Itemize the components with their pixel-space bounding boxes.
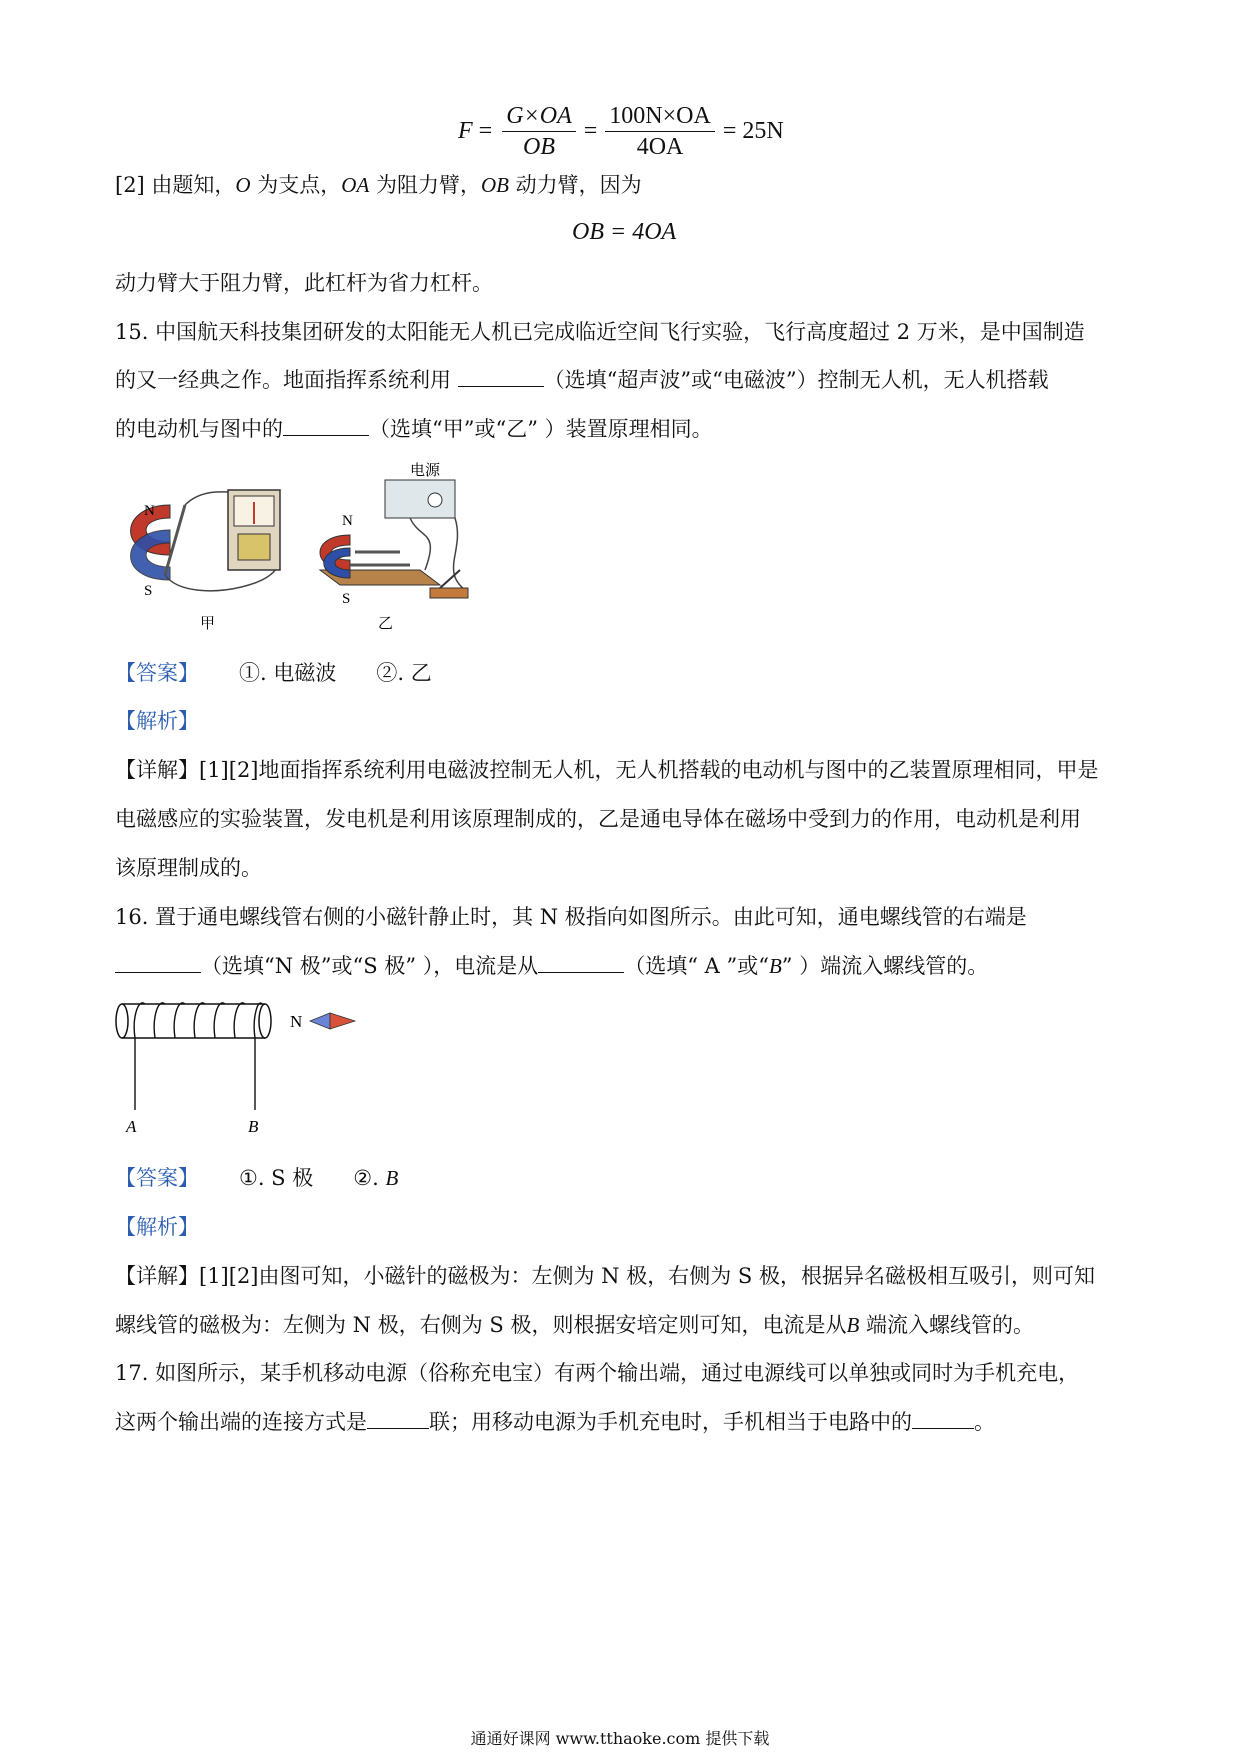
q15-detail-1	[115, 755, 1099, 785]
terminal-a-label: A	[126, 1117, 137, 1136]
q16-solenoid-figure	[110, 998, 380, 1148]
q15-answer-1: ①. 电磁波	[239, 661, 337, 685]
q15-detail-3: 该原理制成的。	[115, 856, 262, 880]
fraction-2	[605, 101, 715, 162]
solenoid-icon	[116, 1003, 271, 1110]
yi-n-label: N	[342, 513, 353, 529]
q16-detail-2b: B	[846, 1313, 860, 1337]
q15-blank-2[interactable]	[283, 415, 369, 436]
fraction-2-denominator: 4OA	[636, 133, 684, 160]
q16-detail-2a: 螺线管的磁极为：左侧为 N 极，右侧为 S 极，则根据安培定则可知，电流是从	[115, 1313, 847, 1337]
motor-apparatus-icon	[320, 535, 440, 585]
q17-line2a: 这两个输出端的连接方式是	[115, 1410, 367, 1434]
q15-line1: 15. 中国航天科技集团研发的太阳能无人机已完成临近空间飞行实验，飞行高度超过 2 万米，是中国制造	[115, 320, 1085, 344]
formula-ob-4oa: OB = 4OA	[572, 219, 677, 245]
q15-figure	[110, 460, 530, 640]
fraction-2-numerator: 100N×OA	[605, 101, 715, 132]
page-footer: 通通好课网 www.tthaoke.com 提供下载	[470, 1729, 770, 1748]
q16-line2b: （选填“ A ”或“	[624, 954, 769, 978]
q15-answer-2: ②. 乙	[376, 661, 432, 685]
q15-detail-1-text: [1][2]地面指挥系统利用电磁波控制无人机，无人机搭载的电动机与图中的乙装置原理相同，甲是	[199, 758, 1099, 782]
p14-t3: 动力臂，因为	[508, 173, 642, 197]
equals-sign: =	[478, 117, 493, 144]
jia-n-label: N	[144, 503, 155, 519]
q16-line2d: ” ）端流入螺线管的。	[781, 954, 989, 978]
detail-tag: 【详解】	[115, 1264, 199, 1288]
formula-lhs: F	[458, 117, 473, 144]
q15-line3	[115, 414, 713, 444]
p14-o: O	[235, 173, 251, 197]
q15-analysis-tag: 【解析】	[115, 709, 199, 733]
q16-answer-1: ①. S 极	[239, 1166, 314, 1190]
q17-line2b: 联；用移动电源为手机充电时，手机相当于电路中的	[429, 1410, 912, 1434]
fraction-1-denominator: OB	[522, 133, 555, 160]
q16-detail-2c: 端流入螺线管的。	[859, 1313, 1034, 1337]
q16-detail-1-text: [1][2]由图可知，小磁针的磁极为：左侧为 N 极，右侧为 S 极，根据异名磁极相互吸引，则可知	[199, 1264, 1095, 1288]
q15-line2	[115, 365, 1049, 395]
p14-conclusion: 动力臂大于阻力臂，此杠杆为省力杠杆。	[115, 271, 493, 295]
yi-s-label: S	[342, 591, 351, 607]
q15-line2a: 的又一经典之作。地面指挥系统利用	[115, 368, 458, 392]
p14-prefix: [2] 由题知，	[115, 173, 236, 197]
q15-detail-2: 电磁感应的实验装置，发电机是利用该原理制成的，乙是通电导体在磁场中受到力的作用，电动机是利用	[115, 807, 1081, 831]
p14-t1: 为支点，	[250, 173, 342, 197]
q16-answer-2: ②.	[353, 1166, 386, 1190]
galvanometer-icon	[228, 490, 280, 570]
p14-oa: OA	[341, 173, 370, 197]
q16-analysis-tag: 【解析】	[115, 1215, 199, 1239]
formula-result: = 25N	[722, 117, 784, 144]
q15-answer	[115, 658, 432, 688]
q16-line2a: （选填“N 极”或“S 极” ），电流是从	[201, 954, 539, 978]
q16-detail-2	[115, 1310, 1034, 1340]
fraction-1	[502, 101, 576, 162]
jia-caption: 甲	[200, 614, 216, 632]
power-supply-icon	[385, 480, 455, 518]
q16-line2c: B	[768, 954, 782, 978]
power-label: 电源	[410, 461, 441, 479]
q16-answer-2-value: B	[385, 1166, 399, 1190]
q16-detail-1	[115, 1261, 1095, 1291]
yi-caption: 乙	[378, 614, 394, 632]
q16-blank-2[interactable]	[538, 952, 624, 973]
q15-line2b: （选填“超声波”或“电磁波”）控制无人机，无人机搭载	[543, 368, 1049, 392]
q17-blank-1[interactable]	[367, 1408, 429, 1429]
fraction-1-numerator: G×OA	[502, 101, 576, 132]
answer-tag: 【答案】	[115, 661, 199, 685]
answer-tag: 【答案】	[115, 1166, 199, 1190]
detail-tag: 【详解】	[115, 758, 199, 782]
compass-needle-icon	[310, 1013, 355, 1029]
p14-ob: OB	[480, 173, 509, 197]
q17-line2	[115, 1407, 995, 1437]
p14-t2: 为阻力臂，	[369, 173, 481, 197]
q16-blank-1[interactable]	[115, 952, 201, 973]
q16-line1: 16. 置于通电螺线管右侧的小磁针静止时，其 N 极指向如图所示。由此可知，通电螺线管的右端是	[115, 905, 1027, 929]
formula-force	[458, 96, 784, 166]
needle-n-label: N	[290, 1012, 303, 1031]
jia-s-label: S	[144, 583, 153, 599]
p14-reason-line	[115, 170, 642, 200]
q15-line3b: （选填“甲”或“乙” ）装置原理相同。	[369, 417, 713, 441]
q16-answer	[115, 1163, 398, 1193]
q17-line2c: 。	[974, 1410, 995, 1434]
q15-line3a: 的电动机与图中的	[115, 417, 283, 441]
q17-line1: 17. 如图所示，某手机移动电源（俗称充电宝）有两个输出端，通过电源线可以单独或同时为手机充电，	[115, 1361, 1080, 1385]
equals-sign-2: =	[583, 117, 598, 144]
q16-line2	[115, 951, 988, 981]
q17-blank-2[interactable]	[912, 1408, 974, 1429]
q15-blank-1[interactable]	[458, 366, 544, 387]
terminal-b-label: B	[248, 1117, 259, 1136]
